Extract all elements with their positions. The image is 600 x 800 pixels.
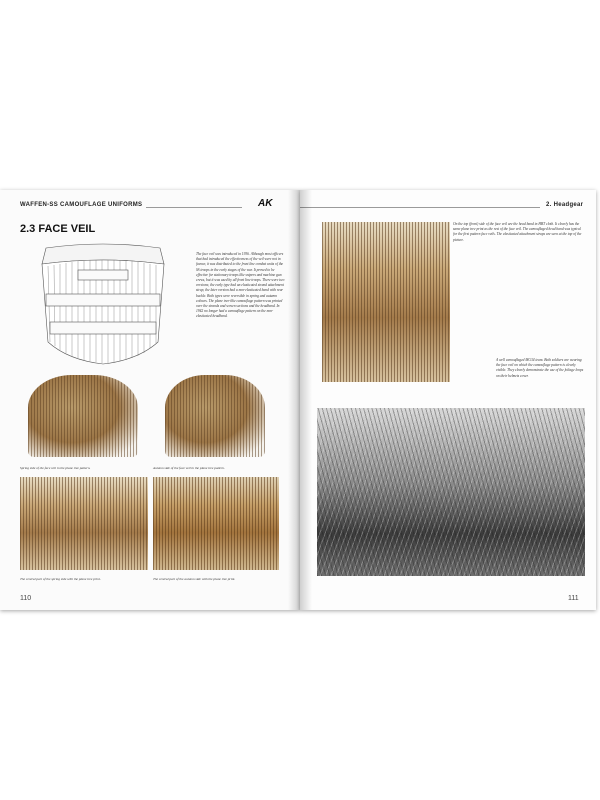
running-header-right: 2. Headgear xyxy=(546,202,584,208)
header-rule-right xyxy=(300,207,540,208)
book-spread xyxy=(0,190,600,615)
top-right-caption: On the top (front) side of the face veil are the head band in HBT cloth. It clearly has the same plane tree print as the rest of the face veil. The camouflaged head band was typical for the first pattern face veils. The elasticated attachment straps are seen at the top of the picture. xyxy=(453,222,582,242)
ak-logo: AK xyxy=(258,198,273,209)
caption-autumn-central: The central part of the autumn side with the plane tree print. xyxy=(153,577,236,581)
page-number-right: 111 xyxy=(568,595,579,602)
mg34-team-photo xyxy=(317,408,585,576)
photo-caption-mg34: A well camouflaged MG34 team. Both soldiers are wearing the face veil on which the camouflage pattern is clearly visible. They clearly demonstrate the use of the foliage loops on their helmets cover. xyxy=(496,358,584,378)
left-page xyxy=(0,190,300,610)
autumn-central-photo xyxy=(153,477,279,570)
headband-closeup-photo xyxy=(322,222,450,382)
right-page xyxy=(300,190,596,610)
page-number-left: 110 xyxy=(20,595,32,602)
section-title: 2.3 FACE VEIL xyxy=(20,223,96,235)
caption-spring-central: The central part of the spring side with the plane tree print. xyxy=(20,577,101,581)
spring-side-photo xyxy=(28,375,138,457)
face-veil-line-drawing xyxy=(38,242,168,367)
running-header-left: WAFFEN-SS CAMOUFLAGE UNIFORMS xyxy=(20,202,146,208)
caption-autumn-side: Autumn side of the face veil in the plane tree pattern. xyxy=(153,466,225,470)
spring-central-photo xyxy=(20,477,148,570)
caption-spring-side: Spring side of the face veil in the plane tree pattern. xyxy=(20,466,91,470)
body-text: The face veil was introduced in 1936. Although most officers that had introduced the effectiveness of the veil were not in favour, it was distributed to the front line combat units of the SS troops in the early stages of the war. It proved to be effective for stationary troops like snipers and machine gun crews, but it was used by all front line troops. There were two versions; the early type had an elasticated strand attachment strap, the later version had a non-elasticated band with rear buckle. Both types were reversible in spring and autumn colours. The plane tree-like camouflage pattern was printed over the strands and woven sections and the headband. In 1942 no longer had a camouflage pattern on the non-elasticated headband. xyxy=(196,252,285,319)
autumn-side-photo xyxy=(165,375,265,457)
